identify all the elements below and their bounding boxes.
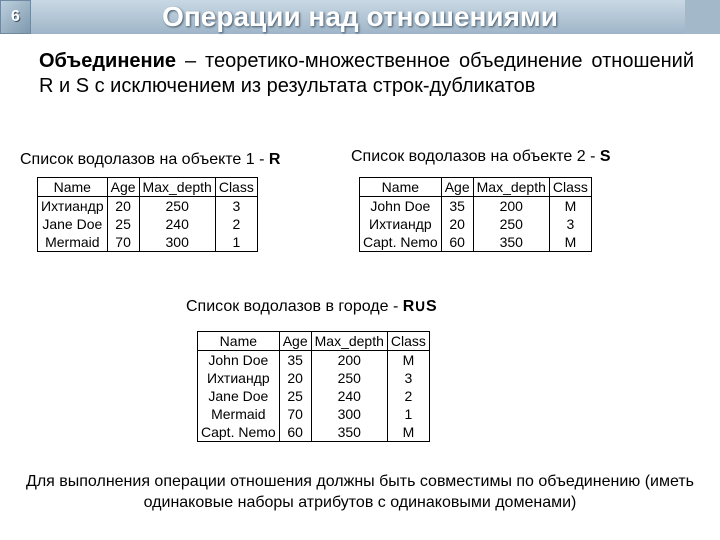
- union-table: [197, 331, 430, 442]
- table-cell: 2: [215, 215, 257, 233]
- table-cell: 25: [279, 387, 311, 405]
- table-cell: 60: [279, 423, 311, 442]
- table-cell: John Doe: [370, 198, 431, 214]
- compatibility-note: Для выполнения операции отношения должны быть совместимы по объединению (иметь одинаковые наборы атрибутов с одинаковыми доменами): [25, 473, 694, 511]
- table-cell: 200: [311, 351, 387, 370]
- caption-r: [20, 151, 280, 169]
- table-cell: Mermaid: [45, 234, 100, 250]
- table-cell: 70: [107, 233, 139, 252]
- table-cell: Mermaid: [211, 406, 266, 422]
- table-cell: Capt. Nemo: [363, 234, 438, 250]
- column-header: Name: [198, 332, 280, 351]
- table-cell: 20: [107, 197, 139, 216]
- table-cell: M: [387, 351, 429, 370]
- column-header: Class: [215, 178, 257, 197]
- table-cell: Jane Doe: [208, 388, 269, 404]
- table-row: [38, 197, 258, 216]
- column-header: Age: [279, 332, 311, 351]
- table-cell: Jane Doe: [42, 216, 103, 232]
- definition-text: – теоретико-множественное объединение отношений R и S с исключением из результата строк-дубликатов: [39, 50, 694, 97]
- column-header: Max_depth: [139, 178, 215, 197]
- table-header-row: [198, 332, 430, 351]
- table-cell: 250: [139, 197, 215, 216]
- table-row: [360, 215, 592, 233]
- relation-r-table: [37, 177, 258, 252]
- column-header: Age: [107, 178, 139, 197]
- table-cell: 300: [311, 405, 387, 423]
- table-cell: 3: [387, 369, 429, 387]
- table-cell: 250: [311, 369, 387, 387]
- table-cell: Ихтиандр: [369, 216, 432, 232]
- table-cell: M: [549, 197, 591, 216]
- slide-title: Операции над отношениями: [162, 1, 558, 32]
- table-cell: 25: [107, 215, 139, 233]
- table-cell: 2: [387, 387, 429, 405]
- column-header: Max_depth: [473, 178, 549, 197]
- caption-r-text: Список водолазов на объекте 1 -: [20, 151, 269, 168]
- table-row: [198, 351, 430, 370]
- caption-s-text: Список водолазов на объекте 2 -: [351, 148, 600, 165]
- table-cell: Ихтиандр: [41, 198, 104, 214]
- table-cell: 35: [279, 351, 311, 370]
- column-header: Class: [387, 332, 429, 351]
- table-cell: 240: [139, 215, 215, 233]
- table-cell: Capt. Nemo: [201, 424, 276, 440]
- slide-number-badge: 6: [0, 0, 31, 34]
- caption-union-relation: R∪S: [402, 298, 437, 315]
- column-header: Class: [549, 178, 591, 197]
- table-cell: 20: [279, 369, 311, 387]
- caption-union: [186, 296, 437, 316]
- table-row: [198, 405, 430, 423]
- table-row: [198, 369, 430, 387]
- table-row: [360, 233, 592, 252]
- table-cell: 1: [215, 233, 257, 252]
- table-cell: 3: [215, 197, 257, 216]
- table-cell: 250: [473, 215, 549, 233]
- table-cell: 350: [311, 423, 387, 442]
- table-header-row: [360, 178, 592, 197]
- table-cell: 1: [387, 405, 429, 423]
- table-cell: Ихтиандр: [207, 370, 270, 386]
- column-header: Name: [38, 178, 108, 197]
- table-cell: 3: [549, 215, 591, 233]
- relation-s-table: [359, 177, 592, 252]
- table-header-row: [38, 178, 258, 197]
- caption-r-relation: R: [268, 151, 281, 168]
- table-cell: 200: [473, 197, 549, 216]
- table-cell: 70: [279, 405, 311, 423]
- column-header: Max_depth: [311, 332, 387, 351]
- table-row: [198, 423, 430, 442]
- definition-term: Объединение: [39, 50, 177, 72]
- table-cell: 300: [139, 233, 215, 252]
- table-cell: 35: [441, 197, 473, 216]
- table-row: [198, 387, 430, 405]
- table-cell: 60: [441, 233, 473, 252]
- table-row: [38, 233, 258, 252]
- table-cell: M: [387, 423, 429, 442]
- table-cell: 20: [441, 215, 473, 233]
- caption-union-text: Список водолазов в городе -: [186, 298, 403, 315]
- table-row: [38, 215, 258, 233]
- caption-s-relation: S: [599, 148, 611, 165]
- table-cell: 350: [473, 233, 549, 252]
- column-header: Name: [360, 178, 442, 197]
- table-cell: John Doe: [208, 352, 269, 368]
- caption-s: [351, 148, 611, 166]
- column-header: Age: [441, 178, 473, 197]
- definition-paragraph: [39, 49, 694, 99]
- table-row: [360, 197, 592, 216]
- table-cell: M: [549, 233, 591, 252]
- table-cell: 240: [311, 387, 387, 405]
